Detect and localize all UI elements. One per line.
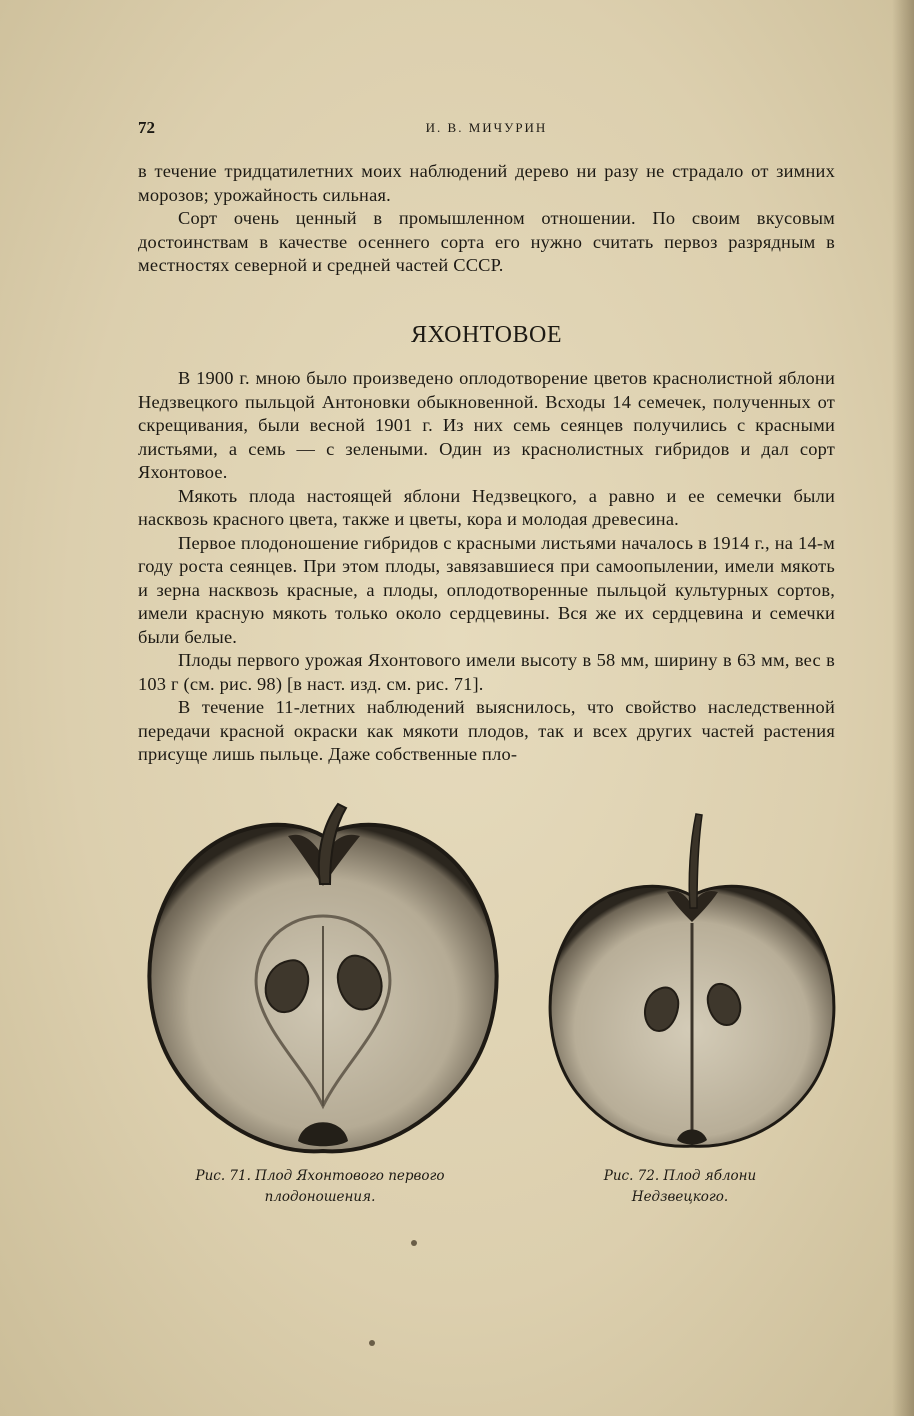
page-header [138, 118, 835, 140]
apple-cross-section-illustration [542, 808, 842, 1152]
paragraph: В течение 11-летних наблюдений выяснилось, что свойство наследственной передачи красной окраски как мякоти плодов, так и всех других частей растения присуще лишь пыльце. Даже собственные пло- [138, 697, 835, 764]
body-text [138, 367, 835, 767]
running-head: И. В. МИЧУРИН [425, 120, 548, 135]
caption-line: Рис. 71. Плод Яхонтового первого [195, 1168, 445, 1184]
page-number: 72 [138, 118, 155, 137]
figure-caption [540, 1166, 820, 1208]
caption-line: Недзвецкого. [631, 1189, 729, 1205]
paragraph: Сорт очень ценный в промышленном отношении. По своим вкусовым достоинствам в качестве осеннего сорта его нужно считать первоз разрядным в местностях северной и средней частей СССР. [138, 208, 835, 275]
section-title: ЯХОНТОВОЕ [411, 322, 562, 348]
ink-speck [411, 1240, 417, 1246]
intro-text [138, 160, 835, 278]
ink-speck [369, 1340, 375, 1346]
paragraph: Мякоть плода настоящей яблони Недзвецкого, а равно и ее семечки были насквозь красного цвета, также и цветы, кора и молодая древесина. [138, 485, 835, 529]
paragraph: в течение тридцатилетних моих наблюдений дерево ни разу не страдало от зимних морозов; урожайность сильная. [138, 161, 835, 205]
paragraph: Первое плодоношение гибридов с красными листьями началось в 1914 г., на 14-м году роста сеянцев. При этом плоды, завязавшиеся при самоопылении, имели мякоть и зерна насквозь красные, а плоды, оплодотворенные пыльцой культурных сортов, имели красную мякоть только около сердцевины. Вся же их сердцевина и семечки были белые. [138, 532, 835, 647]
paragraph: В 1900 г. мною было произведено оплодотворение цветов краснолистной яблони Недзвецкого пыльцой Антоновки обыкновенной. Всходы 14 семечек, полученных от скрещивания, были весной 1901 г. Из них семь сеянцев получились с красными листьями, а семь — с зелеными. Один из краснолистных гибридов и дал сорт Яхонтовое. [138, 368, 835, 482]
figure-caption [150, 1166, 490, 1208]
page-edge-shadow [892, 0, 914, 1416]
caption-line: плодоношения. [264, 1189, 376, 1205]
paragraph: Плоды первого урожая Яхонтового имели высоту в 58 мм, ширину в 63 мм, вес в 103 г (см. рис. 98) [в наст. изд. см. рис. 71]. [138, 650, 835, 694]
apple-cross-section-illustration [138, 796, 508, 1166]
caption-line: Рис. 72. Плод яблони [603, 1168, 757, 1184]
